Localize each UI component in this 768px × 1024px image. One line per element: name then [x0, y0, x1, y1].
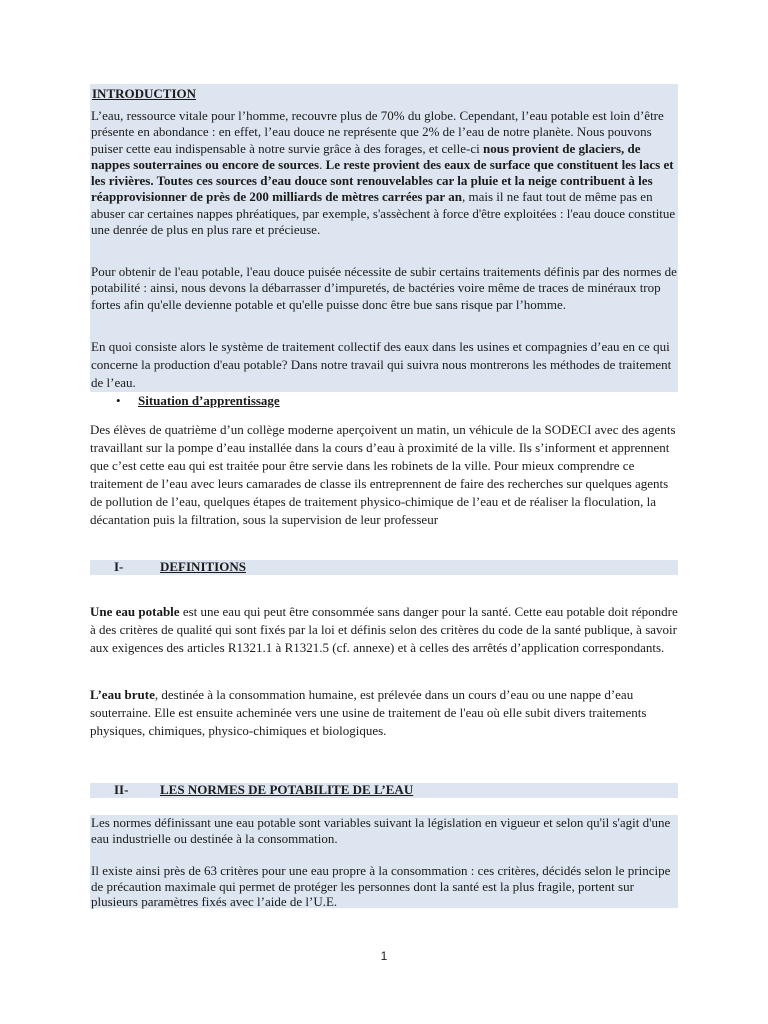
- introduction-paragraph-3: En quoi consiste alors le système de traitement collectif des eaux dans les usines et compagnies d’eau en ce qui concerne la production d'eau potable? Dans notre travail qui suivra nous montrerons les méthodes de traitement de l’eau.: [91, 339, 672, 390]
- normes-section: [90, 815, 678, 908]
- bullet-icon: •: [116, 393, 121, 408]
- introduction-section: [90, 84, 678, 392]
- definitions-title: DEFINITIONS: [160, 559, 246, 574]
- definitions-heading: [90, 560, 678, 575]
- situation-label: Situation d’apprentissage: [138, 393, 280, 408]
- introduction-paragraph-2: Pour obtenir de l'eau potable, l'eau douce puisée nécessite de subir certains traitements définis par des normes de potabilité : ainsi, nous devons la débarrasser d’impuretés, de bactéries voire même de traces de minéraux trop fortes afin qu'elle devienne potable et qu'elle puisse donc être bue sans risque par l’homme.: [91, 264, 677, 312]
- definition-eau-potable: Une eau potable est une eau qui peut être consommée sans danger pour la santé. Cette eau potable doit répondre à des critères de qualité qui sont fixés par la loi et définis selon des critères du code de la santé publique, à savoir aux exigences des articles R1321.1 à R1321.5 (cf. annexe) et à celles des arrêtés d’application correspondants.: [90, 604, 678, 656]
- normes-title: LES NORMES DE POTABILITE DE L’EAU: [160, 782, 414, 797]
- definitions-number: I-: [114, 559, 124, 574]
- introduction-paragraph-1: L’eau, ressource vitale pour l’homme, recouvre plus de 70% du globe. Cependant, l’eau potable est loin d’être présente en abondance : en effet, l’eau douce ne représente que 2% de l’eau de notre planète. Nous pouvons puiser cette eau indispensable à notre survie grâce à des forages, et celle-ci nous provient de glaciers, de nappes souterraines ou encore de sources. Le reste provient des eaux de surface que constituent les lacs et les rivières. Toutes ces sources d’eau douce sont renouvelables car la pluie et la neige contribuent à les réapprovisionner de près de 200 milliards de mètres carrées par an, mais il ne faut tout de même pas en abuser car certaines nappes phréatiques, par exemple, s'assèchent à force d'être exploitées : l'eau douce constitue une denrée de plus en plus rare et précieuse.: [91, 108, 676, 238]
- normes-paragraph-2: Il existe ainsi près de 63 critères pour une eau propre à la consommation : ces critères, décidés selon le principe de précaution maximale qui permet de protéger les personnes dont la santé est la plus fragile, portent sur plusieurs paramètres fixés avec l’aide de l’U.E.: [91, 863, 671, 909]
- normes-number: II-: [114, 782, 129, 797]
- introduction-heading: INTRODUCTION: [92, 86, 197, 101]
- situation-paragraph: Des élèves de quatrième d’un collège moderne aperçoivent un matin, un véhicule de la SODECI avec des agents travaillant sur la pompe d’eau installée dans la cours d’eau à proximité de la ville. Ils s’informent et apprennent que c’est cette eau qui est traitée pour être servie dans les robinets de la ville. Pour mieux comprendre ce traitement de l’eau avec leurs camarades de classe ils entreprennent de faire des recherches sur quelques agents de pollution de l’eau, quelques étapes de traitement physico-chimique de l’eau et de réaliser la floculation, la décantation puis la filtration, sous la supervision de leur professeur: [90, 422, 676, 527]
- normes-heading: [90, 783, 678, 798]
- normes-paragraph-1: Les normes définissant une eau potable sont variables suivant la législation en vigueur et selon qu'il s'agit d'une eau industrielle ou destinée à la consommation.: [91, 815, 671, 846]
- page-number: 1: [380, 949, 388, 963]
- definition-eau-brute: L’eau brute, destinée à la consommation humaine, est prélevée dans un cours d’eau ou une nappe d’eau souterraine. Elle est ensuite acheminée vers une usine de traitement de l'eau où elle subit divers traitements physiques, chimiques, physico-chimiques et biologiques.: [90, 687, 647, 739]
